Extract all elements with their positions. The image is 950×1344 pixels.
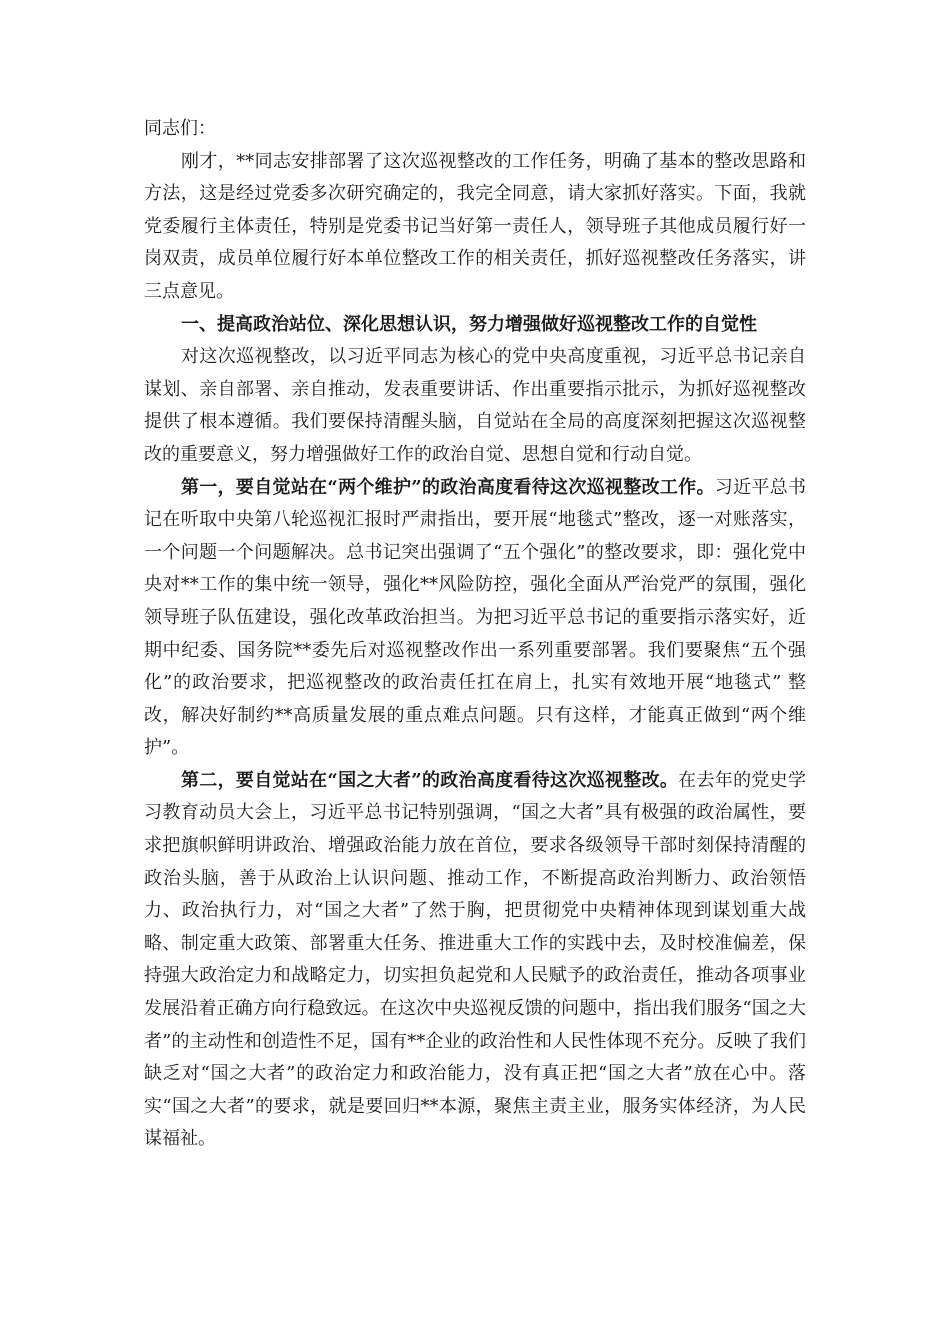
point-2-text: 在去年的党史学习教育动员大会上，习近平总书记特别强调，“国之大者”具有极强的政治属性，要求把旗帜鲜明讲政治、增强政治能力放在首位，要求各级领导干部时刻保持清醒的政治头脑，善于从政治上认识问题、推动工作，不断提高政治判断力、政治领悟力、政治执行力，对“国之大者”了然于胸，把贯彻党中央精神体现到谋划重大战略、制定重大政策、部署重大任务、推进重大工作的实践中去，及时校准偏差，保持强大政治定力和战略定力，切实担负起党和人民赋予的政治责任，推动各项事业发展沿着正确方向行稳致远。在这次中央巡视反馈的问题中，指出我们服务“国之大者”的主动性和创造性不足，国有**企业的政治性和人民性体现不充分。反映了我们缺乏对“国之大者”的政治定力和政治能力，没有真正把“国之大者”放在心中。落实“国之大者”的要求，就是要回归**本源，聚焦主责主业，服务实体经济，为人民谋福祉。 [144,769,806,1150]
point-1-paragraph [144,472,806,765]
point-2-lead: 第二，要自觉站在“国之大者”的政治高度看待这次巡视整改。 [181,769,679,791]
point-1-lead: 第一，要自觉站在“两个维护”的政治高度看待这次巡视整改工作。 [181,476,715,498]
document-page [144,113,806,1156]
section-1-paragraph-text: 对这次巡视整改，以习近平同志为核心的党中央高度重视，习近平总书记亲自谋划、亲自部署、亲自推动，发表重要讲话、作出重要指示批示，为抓好巡视整改提供了根本遵循。我们要保持清醒头脑，自觉站在全局的高度深刻把握这次巡视整改的重要意义，努力增强做好工作的政治自觉、思想自觉和行动自觉。 [144,346,806,465]
salutation: 同志们： [144,118,216,139]
point-1-text: 习近平总书记在听取中央第八轮巡视汇报时严肃指出，要开展“地毯式”整改，逐一对账落实，一个问题一个问题解决。总书记突出强调了“五个强化”的整改要求，即：强化党中央对**工作的集中统一领导，强化**风险防控，强化全面从严治党严的氛围，强化领导班子队伍建设，强化改革政治担当。为把习近平总书记的重要指示落实好，近期中纪委、国务院**委先后对巡视整改作出一系列重要部署。我们要聚焦“五个强化”的政治要求，把巡视整改的政治责任扛在肩上，扎实有效地开展“地毯式” 整改，解决好制约**高质量发展的重点难点问题。只有这样，才能真正做到“两个维护”。 [144,476,806,759]
intro-paragraph-text: 刚才，**同志安排部署了这次巡视整改的工作任务，明确了基本的整改思路和方法，这是经过党委多次研究确定的，我完全同意，请大家抓好落实。下面，我就党委履行主体责任，特别是党委书记当好第一责任人，领导班子其他成员履行好一岗双责，成员单位履行好本单位整改工作的相关责任，抓好巡视整改任务落实，讲三点意见。 [144,150,806,302]
intro-paragraph [144,146,806,309]
section-heading-1 [144,309,806,342]
point-2-paragraph [144,765,806,1156]
section-heading-1-text: 一、提高政治站位、深化思想认识，努力增强做好巡视整改工作的自觉性 [181,313,757,335]
section-1-paragraph [144,341,806,471]
